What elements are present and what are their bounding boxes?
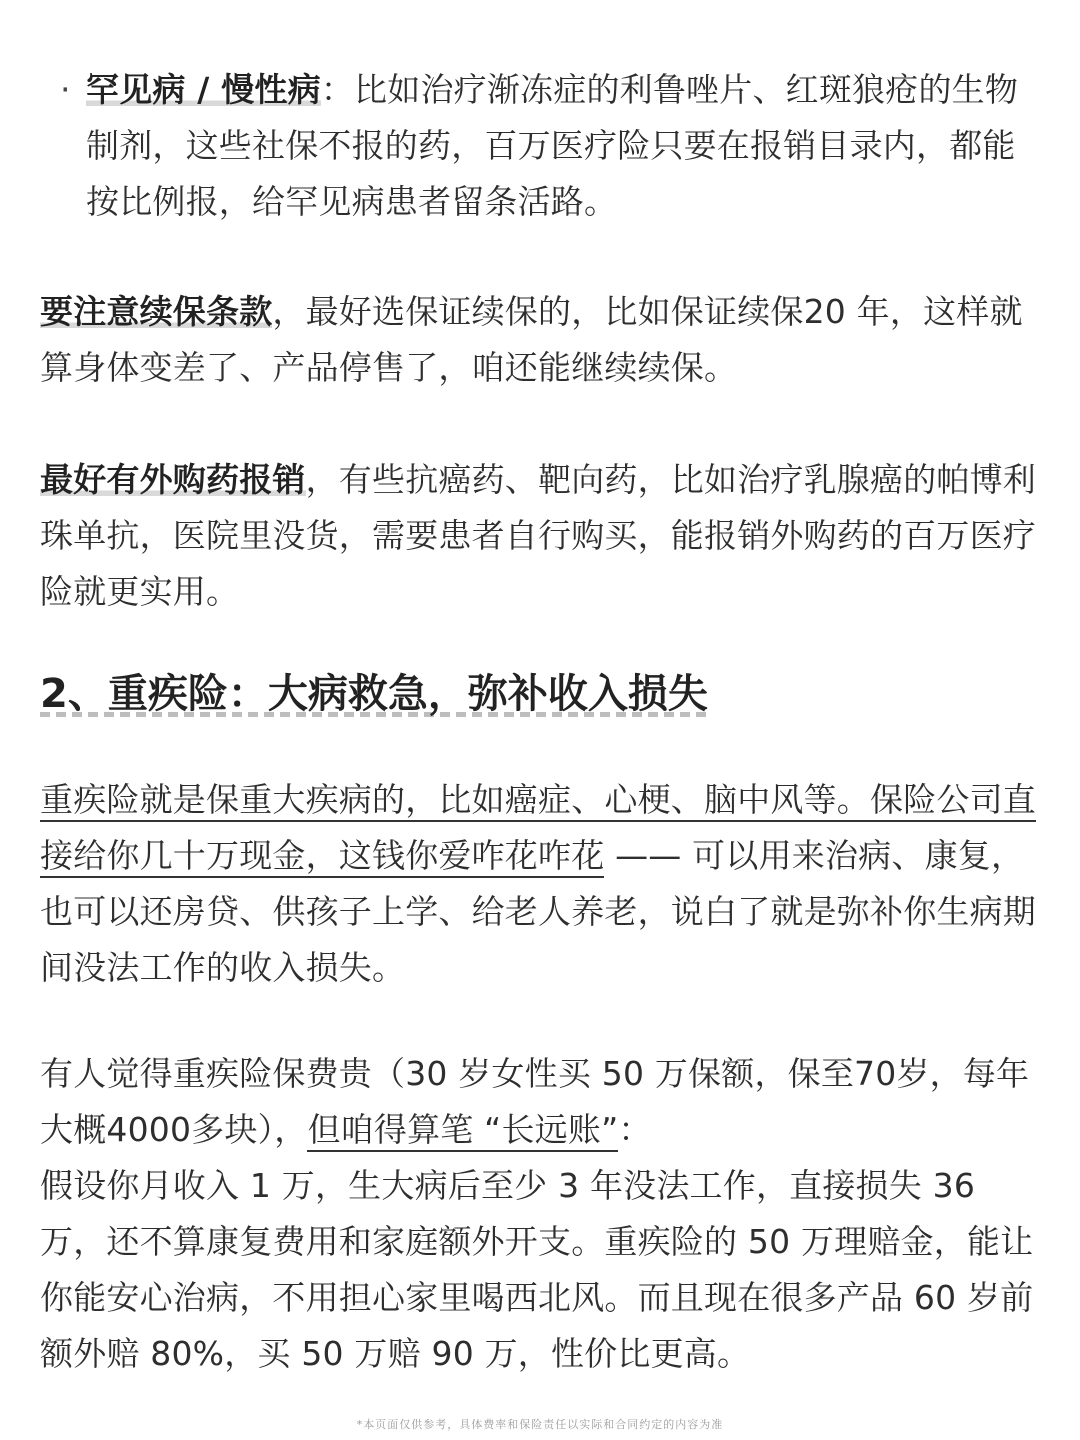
premium-text-after: ： bbox=[618, 1110, 652, 1149]
premium-calculation-text: 假设你月收入 1 万，生大病后至少 3 年没法工作，直接损失 36 万，还不算康复费用和家庭额外开支。重疾险的 50 万理赔金，能让你能安心治病，不用担心家里喝西北风。而且现在很多产品 60 岁前额外赔 80%，买 50 万赔 90 万，性价比更高。 bbox=[40, 1166, 1034, 1373]
renewal-text: ，最好选保证续保的，比如保证续保20 年，这样就算身体变差了、产品停售了，咱还能继续续保。 bbox=[40, 292, 1023, 387]
renewal-paragraph bbox=[40, 284, 1040, 396]
external-drug-paragraph bbox=[40, 452, 1040, 620]
long-term-account-underlined: 但咱得算笔 “长远账” bbox=[307, 1110, 618, 1152]
bullet-body bbox=[86, 62, 1036, 230]
critical-intro-underlined: 重疾险就是保重大疾病的，比如癌症、心梗、脑中风等。保险公司直接给你几十万现金，这钱你爱咋花咋花 bbox=[40, 780, 1036, 878]
bullet-dot: · bbox=[60, 70, 71, 109]
renewal-title: 要注意续保条款 bbox=[40, 292, 273, 331]
bullet-rare-disease bbox=[60, 62, 1040, 221]
premium-paragraph bbox=[40, 1046, 1040, 1382]
bullet-text: ：比如治疗渐冻症的利鲁唑片、红斑狼疮的生物制剂，这些社保不报的药，百万医疗险只要在报销目录内，都能按比例报，给罕见病患者留条活路。 bbox=[86, 70, 1019, 221]
external-drug-text: ，有些抗癌药、靶向药，比如治疗乳腺癌的帕博利珠单抗，医院里没货，需要患者自行购买，能报销外购药的百万医疗险就更实用。 bbox=[40, 460, 1037, 611]
section-heading-text: 2、重疾险：大病救急，弥补收入损失 bbox=[40, 671, 708, 721]
premium-text-before: 有人觉得重疾险保费贵（30 岁女性买 50 万保额，保至70岁，每年大概4000多块）， bbox=[40, 1054, 1030, 1149]
critical-illness-intro bbox=[40, 772, 1040, 996]
bullet-title: 罕见病 / 慢性病 bbox=[86, 70, 321, 109]
section-heading bbox=[40, 662, 1040, 726]
external-drug-title: 最好有外购药报销 bbox=[40, 460, 306, 499]
footer-disclaimer: *本页面仅供参考，具体费率和保险责任以实际和合同约定的内容为准 bbox=[356, 1418, 724, 1431]
critical-intro-text: —— 可以用来治病、康复，也可以还房贷、供孩子上学、给老人养老，说白了就是弥补你生病期间没法工作的收入损失。 bbox=[40, 836, 1036, 987]
